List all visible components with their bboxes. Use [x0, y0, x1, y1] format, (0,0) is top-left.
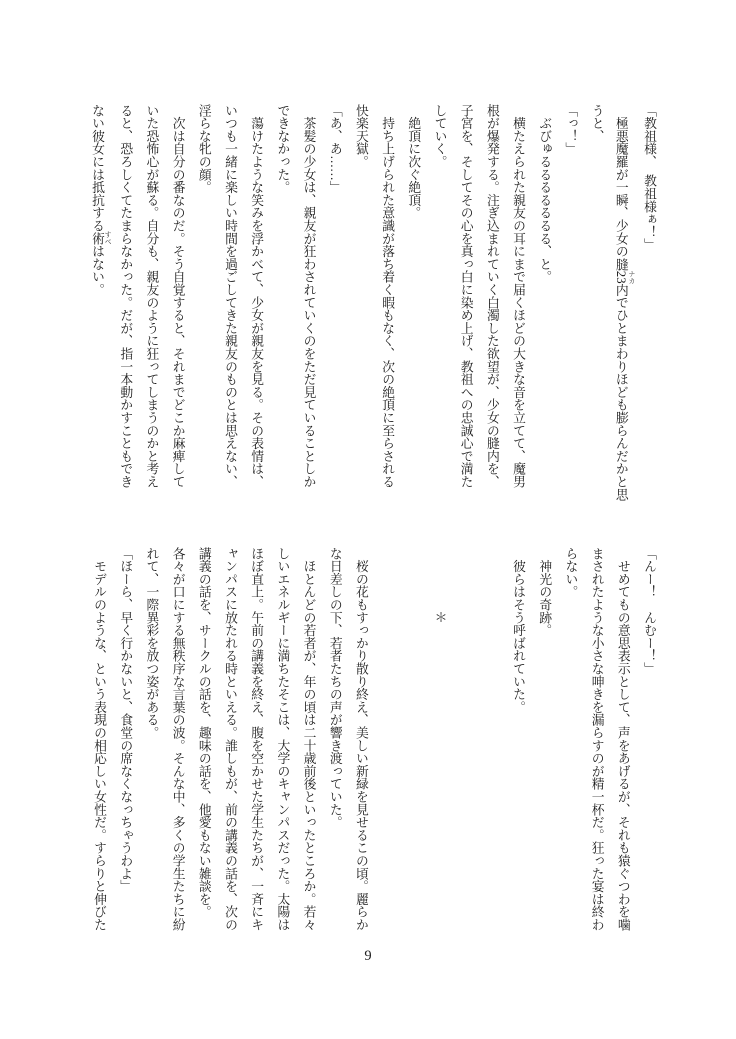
blank-column — [374, 547, 400, 931]
text-column: 淫らな牝の顔。 — [196, 104, 211, 194]
text-column: しいエネルギーに満ちたそこは、大学のキャンパスだった。太陽は — [275, 547, 290, 931]
text-column: モデルのような、という表現の相応しい女性だ。すらりと伸びた — [92, 547, 107, 931]
text-column: 「ほーら、早く行かないと、食堂の席なくなっちゃうわよ」 — [118, 547, 133, 893]
text-column: していく。 — [432, 104, 447, 168]
text-column: ほぼ直上。午前の講義を終え、腹を空かせた学生たちが、一斉にキ — [249, 547, 264, 931]
text-column: 持ち上げられた意識が落ち着く暇もなく、次の絶頂に至らされる — [380, 104, 395, 488]
text-column: 次は自分の番なのだ。そう自覚すると、それまでどこか麻痺して — [170, 104, 185, 488]
text-column: できなかった。 — [275, 104, 290, 194]
section-separator: ＊ — [432, 547, 447, 624]
text-column: ほとんどの若者が、年の頃は二十歳前後といったところか。若々 — [301, 547, 316, 931]
text-column: 快楽天獄。 — [353, 104, 368, 168]
text-column: 彼らはそう呼ばれていた。 — [511, 547, 526, 714]
text-column: 極悪魔羅が一瞬、少女の膖23内 ナカでひとまわりほども膨らんだかと思 — [613, 104, 636, 501]
furigana-ruby: 膖23内 ナカ — [613, 257, 636, 297]
text-column: 横たえられた親友の耳にまで届くほどの大きな音を立てて、魔男 — [511, 104, 526, 488]
furigana-ruby: 術 すべ — [90, 231, 113, 246]
text-column: ると、恐ろしくてたまらなかった。だが、指一本動かすこともでき — [118, 104, 133, 488]
text-column: らない。 — [563, 547, 578, 599]
text-column: 桜の花もすっかり散り終え、美しい新緑を見せるこの頃。麗らか — [353, 547, 368, 931]
text-column: 絶頂に次ぐ絶頂。 — [406, 104, 421, 220]
text-column: まされたような小さな呻きを漏らすのが精一杯だ。狂った宴は終わ — [589, 547, 604, 931]
text-column: 子宮を、そしてその心を真っ白に染め上げ、教祖への忠誠心で満た — [458, 104, 473, 488]
text-column: ぶびゅるるるるるるる、と。 — [537, 104, 552, 284]
text-column: いつも一緒に楽しい時間を過ごしてきた親友のものとは思えない、 — [223, 104, 237, 488]
text-column: 「っ！」 — [563, 104, 578, 156]
page-number: 9 — [364, 948, 372, 964]
top-text-band — [86, 104, 662, 501]
text-column: 「んー！ んむー！」 — [642, 547, 656, 675]
text-column: 各々が口にする無秩序な言葉の波。そんな中、多くの学生たちに紛 — [170, 547, 185, 931]
text-column: せめてもの意思表示として、声をあげるが、それも猿ぐつわを噛 — [615, 547, 630, 931]
text-column: 「あ、あ……」 — [327, 104, 342, 194]
text-column: 「教祖様、 教祖様ぁ！」 — [642, 104, 656, 252]
text-column: れて、一際異彩を放つ姿がある。 — [144, 547, 159, 739]
text-column: 茶髪の少女は、親友が狂わされていくのをただ見ていることしか — [301, 104, 316, 488]
text-column: いた恐怖心が蘇る。自分も、親友のように狂ってしまうのかと考え — [144, 104, 159, 488]
text-column: 根が爆発する。注ぎ込まれていく白濁した欲望が、少女の膖内を、 — [484, 104, 499, 488]
bottom-text-band — [86, 547, 662, 931]
text-column: 講義の話を、サークルの話を、趣味の話を、他愛もない雑談を。 — [196, 547, 211, 919]
text-column: ャンパスに放たれる時といえる。誰しもが、前の講義の話を、次の — [223, 547, 237, 931]
text-column: ない彼女には抵抗する術 すべはない。 — [90, 104, 113, 297]
text-column: うと、 — [589, 104, 604, 143]
text-column: 蕩けたような笑みを浮かべて、少女が親友を見る。その表情は、 — [249, 104, 264, 488]
text-column: な日差しの下、若者たちの声が響き渡っていた。 — [327, 547, 342, 829]
blank-column — [453, 547, 479, 931]
text-column: 神光の奇跡。 — [537, 547, 552, 637]
blank-column — [400, 547, 426, 931]
blank-column — [479, 547, 505, 931]
